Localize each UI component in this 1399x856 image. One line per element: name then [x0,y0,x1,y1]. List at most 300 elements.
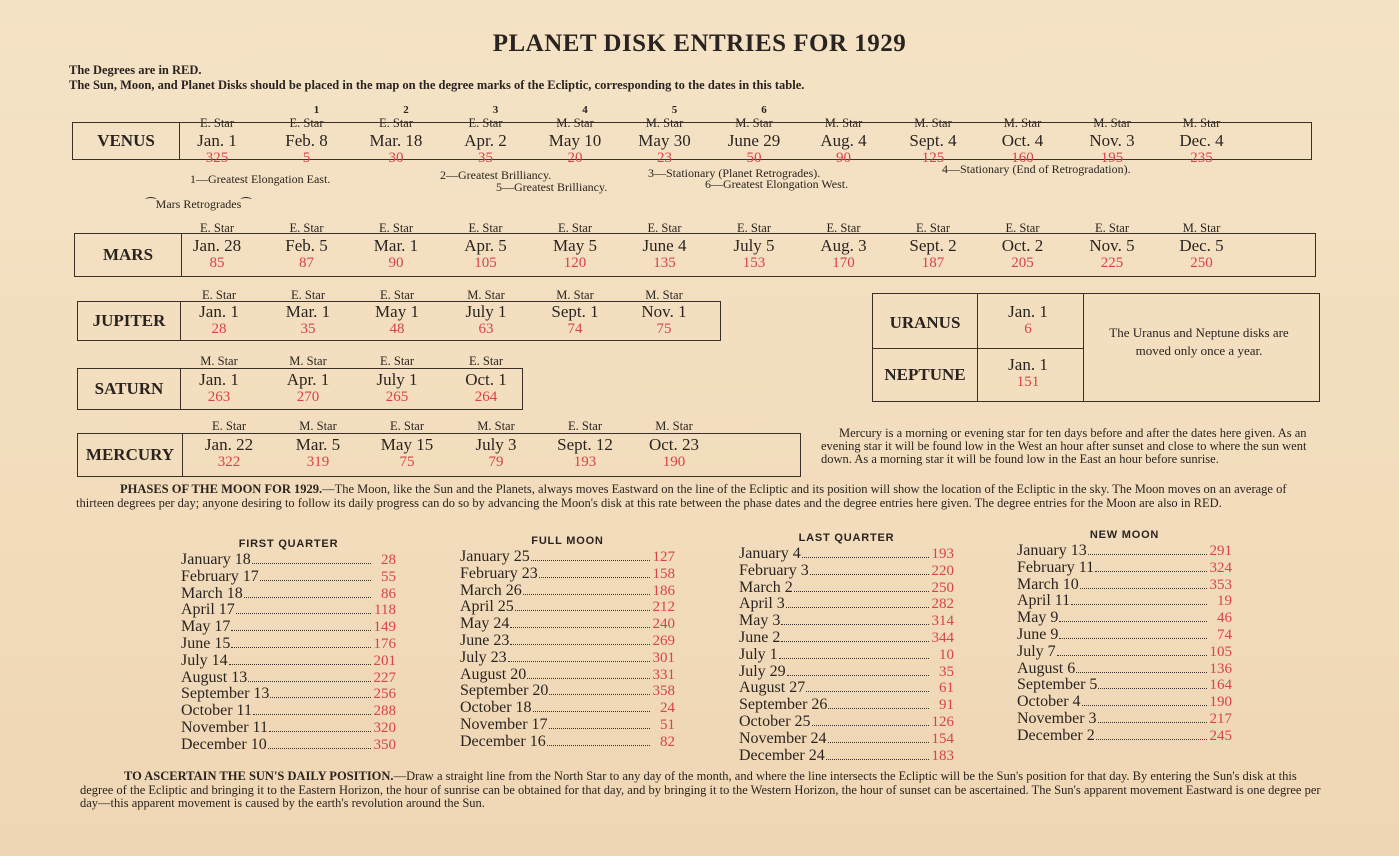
mars-entry-degree: 135 [653,255,676,271]
venus-entry-degree: 195 [1100,150,1124,166]
moon-phase-row [460,633,675,650]
mars-entry-degree: 187 [921,255,945,271]
jupiter-star-label: E. Star [290,288,326,302]
moon-phase-date: June 9 [1017,625,1059,643]
moon-phase-degree: 331 [652,666,675,683]
mars-entry-date: Mar. 1 [373,236,419,255]
jupiter-entry-date: Mar. 1 [285,302,331,321]
moon-phase-row [460,717,675,734]
dot-leader [1059,621,1207,622]
moon-phase-degree: 256 [373,686,396,703]
mars-entry-date: May 5 [553,236,597,255]
venus-entry-degree: 35 [478,150,493,166]
moon-phase-row [181,569,396,586]
dot-leader [1098,722,1207,723]
venus-entry-degree: 125 [921,150,945,166]
jupiter-entry-date: Sept. 1 [551,302,599,321]
moon-phase-row [460,700,675,717]
moon-phase-degree: 190 [1209,694,1232,711]
venus-star-label: M. Star [645,116,684,130]
moon-phase-date: August 27 [739,679,806,697]
moon-phase-row [181,619,396,636]
dot-leader [260,580,371,581]
saturn-name: SATURN [78,369,181,409]
moon-phase-degree: 118 [374,602,396,619]
moon-phase-date: March 26 [460,581,522,599]
moon-phase-date: December 10 [181,735,267,753]
jupiter-entry-degree: 63 [478,321,494,337]
moon-phase-row [739,697,954,714]
moon-phase-date: March 2 [739,578,793,596]
moon-phase-row [739,596,954,613]
dot-leader [1082,705,1207,706]
moon-phase-date: April 11 [1017,592,1071,610]
mars-entry-degree: 170 [832,255,855,271]
moon-phase-date: August 6 [1017,659,1076,677]
mars-entry-date: Nov. 5 [1089,236,1135,255]
moon-phase-row [460,650,675,667]
dot-leader [828,742,929,743]
dot-leader [236,613,371,614]
dot-leader [229,664,371,665]
mars-entry-degree: 250 [1190,255,1213,271]
moon-phase-date: November 3 [1017,709,1097,727]
jupiter-entry [174,303,264,337]
mars-entry [620,237,710,271]
moon-phase-date: June 15 [181,634,231,652]
venus-star-label: E. Star [468,116,503,130]
dot-leader [527,678,650,679]
moon-paragraph [76,482,1322,510]
dot-leader [1096,739,1207,740]
moon-phase-date: September 26 [739,696,828,714]
mars-entry-date: Oct. 2 [1001,236,1044,255]
dot-leader [802,557,929,558]
moon-phase-degree: 82 [660,733,675,750]
moon-phase-date: September 13 [181,685,270,703]
mars-entry-date: June 4 [642,236,687,255]
moon-phase-degree: 220 [931,562,954,579]
mercury-entry-date: May 15 [380,435,434,454]
moon-phase-date: July 7 [1017,642,1056,660]
dot-leader [547,745,650,746]
mars-entry [709,237,799,271]
mars-entry [1067,237,1157,271]
dot-leader [826,759,929,760]
moon-heading: PHASES OF THE MOON FOR 1929. [120,482,323,496]
mercury-entry-date: Mar. 5 [295,435,341,454]
mars-entry-degree: 153 [742,255,766,271]
saturn-entry-degree: 264 [474,389,498,405]
mars-entry-degree: 87 [299,255,314,271]
venus-note-2: 2—Greatest Brilliancy. [440,168,552,182]
moon-phase-row [1017,610,1232,627]
dot-leader [231,647,371,648]
moon-phase-degree: 250 [931,579,954,596]
mars-star-label: E. Star [289,221,324,235]
jupiter-star-label: M. Star [556,288,594,302]
moon-phase-date: February 17 [181,567,259,585]
intro-line-1: The Degrees are in RED. [69,63,202,77]
mars-entry-date: Dec. 5 [1179,236,1224,255]
moon-phase-degree: 51 [660,716,675,733]
mars-entry [978,237,1068,271]
moon-phase-degree: 55 [381,568,396,585]
moon-phase-row [460,667,675,684]
moon-phase-row [460,566,675,583]
uranus-entry [983,303,1073,337]
moon-phase-date: October 11 [181,702,252,720]
moon-phase-row [739,630,954,647]
moon-phase-degree: 164 [1209,677,1232,694]
moon-phase-date: February 3 [739,561,809,579]
venus-entry-date: Mar. 18 [369,131,423,150]
venus-entry-date: June 29 [727,131,781,150]
page-title: PLANET DISK ENTRIES FOR 1929 [492,30,907,57]
moon-phase-degree: 358 [652,683,675,700]
mercury-star-label: E. Star [567,419,603,433]
venus-note-3: 3—Stationary (Planet Retrogrades). [648,166,821,180]
venus-star-label: M. Star [824,116,863,130]
moon-phase-row [739,580,954,597]
venus-entry-date: Feb. 8 [285,131,328,150]
mars-entry-degree: 105 [474,255,497,271]
dot-leader [248,681,371,682]
moon-phase-date: January 4 [739,545,801,562]
venus-entry-degree: 160 [1011,150,1034,166]
moon-phase-degree: 301 [652,649,675,666]
moon-phase-date: August 20 [460,665,527,683]
moon-phase-date: July 14 [181,651,228,669]
moon-phase-degree: 240 [652,616,675,633]
outer-planets-note: The Uranus and Neptune disks are moved only once a year. [1109,325,1289,358]
mars-entry-degree: 85 [209,255,225,271]
moon-phase-row [1017,593,1232,610]
mars-entry [351,237,441,271]
saturn-star-label: E. Star [468,354,504,368]
moon-phase-degree: 61 [939,680,954,697]
mercury-star-label: E. Star [211,419,247,433]
moon-phase-degree: 344 [931,629,954,646]
moon-phase-degree: 24 [660,700,675,717]
moon-phase-degree: 183 [931,747,954,764]
dot-leader [806,691,929,692]
moon-phase-row [460,734,675,751]
dot-leader [1095,571,1207,572]
moon-phase-date: April 17 [181,601,235,619]
outer-planets-table [872,293,1320,402]
moon-phase-row [181,720,396,737]
venus-note-4: 4—Stationary (End of Retrogradation). [942,162,1131,176]
dot-leader [786,607,929,608]
dot-leader [549,694,650,695]
uranus-degree: 6 [1024,321,1032,337]
mars-entry [172,237,262,271]
moon-phase-degree: 10 [939,646,954,663]
saturn-entry-date: Jan. 1 [199,370,239,389]
moon-phase-date: January 18 [181,551,251,568]
saturn-entry [441,371,531,405]
sun-heading: TO ASCERTAIN THE SUN'S DAILY POSITION. [124,769,394,783]
mars-star-label: E. Star [1005,221,1040,235]
mercury-entry-degree: 193 [573,454,597,470]
jupiter-star-label: E. Star [201,288,237,302]
venus-entry-degree: 235 [1190,150,1213,166]
saturn-star-label: E. Star [379,354,415,368]
venus-note-1: 1—Greatest Elongation East. [190,172,331,186]
dot-leader [533,711,650,712]
venus-entry [978,132,1068,166]
dot-leader [531,560,650,561]
dot-leader [1071,604,1207,605]
moon-phase-row [181,703,396,720]
moon-phase-date: March 18 [181,584,243,602]
moon-phase-degree: 193 [931,546,954,562]
venus-star-label: M. Star [735,116,773,130]
moon-phase-degree: 46 [1217,610,1232,627]
moon-phase-row [1017,694,1232,711]
neptune-degree: 151 [1016,374,1040,390]
saturn-entry-date: July 1 [376,370,418,389]
dot-leader [779,658,929,659]
mercury-name: MERCURY [78,434,183,476]
moon-phase-row [1017,677,1232,694]
moon-phase-degree: 149 [373,619,396,636]
venus-entry-date: May 10 [548,131,602,150]
venus-entry [1067,132,1157,166]
moon-phase-row [1017,543,1232,560]
venus-entry-degree: 325 [205,150,229,166]
moon-phase-degree: 28 [381,552,396,568]
moon-phase-date: February 23 [460,564,538,582]
moon-phase-date: July 1 [739,645,778,663]
moon-phase-date: July 23 [460,648,507,666]
jupiter-entry-date: May 1 [375,302,419,321]
dot-leader [269,731,371,732]
mercury-entry-date: Sept. 12 [557,435,613,454]
venus-star-label: M. Star [1003,116,1042,130]
saturn-entry-date: Apr. 1 [286,370,330,389]
moon-phase-date: October 18 [460,699,532,717]
moon-phase-row [1017,577,1232,594]
moon-phase-degree: 227 [373,669,396,686]
jupiter-entry-degree: 35 [300,321,316,337]
mars-star-label: M. Star [1182,221,1221,235]
mercury-entry-degree: 190 [662,454,686,470]
mercury-entry [184,436,274,470]
moon-phase-row [181,636,396,653]
moon-phase-degree: 136 [1209,660,1232,677]
mercury-star-label: M. Star [477,419,515,433]
venus-entry [1157,132,1247,166]
moon-phase-degree: 127 [652,549,675,565]
moon-phase-row [739,714,954,731]
moon-phase-date: March 10 [1017,575,1079,593]
mars-entry [262,237,352,271]
moon-phase-row [181,586,396,603]
dot-leader [1088,554,1207,555]
moon-phase-date: September 20 [460,682,549,700]
venus-entry [262,132,352,166]
jupiter-star-label: E. Star [379,288,415,302]
dot-leader [515,610,650,611]
moon-phase-date: January 13 [1017,542,1087,559]
dot-leader [231,630,371,631]
venus-entry-degree: 23 [657,150,672,166]
mercury-star-label: M. Star [655,419,693,433]
mars-entry-degree: 205 [1011,255,1034,271]
dot-leader [1076,672,1207,673]
venus-entry [620,132,710,166]
sun-paragraph [80,770,1328,811]
jupiter-entry [530,303,620,337]
moon-phase-date: August 13 [181,668,248,686]
dot-leader [812,725,929,726]
venus-star-label: E. Star [378,116,414,130]
moon-phase-row [1017,644,1232,661]
moon-phase-degree: 86 [381,585,396,602]
moon-phase-date: October 25 [739,712,811,730]
jupiter-entry-date: July 1 [465,302,507,321]
moon-phase-row [181,552,396,569]
moon-phase-date: May 17 [181,618,231,636]
dot-leader [794,591,929,592]
venus-entry [441,132,531,166]
dot-leader [268,748,371,749]
venus-entry-degree: 50 [746,150,762,166]
moon-phase-row [181,737,396,754]
moon-phase-degree: 350 [373,736,396,753]
dot-leader [781,641,929,642]
moon-phase-row [739,664,954,681]
moon-phase-degree: 320 [373,719,396,736]
jupiter-entry-degree: 48 [389,321,405,337]
moon-phase-row [1017,711,1232,728]
jupiter-entry-date: Jan. 1 [199,302,239,321]
moon-phase-date: December 2 [1017,726,1095,744]
moon-phase-date: May 3 [739,612,781,630]
saturn-star-label: M. Star [200,354,238,368]
moon-phase-degree: 245 [1209,727,1232,744]
jupiter-entry [619,303,709,337]
dot-leader [539,577,650,578]
venus-name: VENUS [73,123,180,159]
moon-column-first-quarter [181,538,396,754]
saturn-entry-degree: 270 [296,389,320,405]
moon-phase-date: May 24 [460,615,510,633]
jupiter-entry-degree: 28 [211,321,227,337]
venus-star-label: E. Star [289,116,324,130]
moon-phase-date: June 2 [739,628,781,646]
moon-phase-degree: 288 [373,703,396,720]
jupiter-entry-degree: 75 [656,321,672,337]
venus-entry-degree: 90 [836,150,851,166]
moon-phase-row [460,549,675,566]
moon-phase-degree: 35 [939,663,954,680]
mars-entry-date: Apr. 5 [464,236,507,255]
moon-phase-degree: 105 [1209,643,1232,660]
dot-leader [1098,688,1207,689]
neptune-entry [983,356,1073,390]
jupiter-entry-date: Nov. 1 [641,302,687,321]
neptune-date: Jan. 1 [1008,355,1048,374]
moon-phase-degree: 176 [373,635,396,652]
uranus-date: Jan. 1 [1008,302,1048,321]
saturn-entry-date: Oct. 1 [465,370,507,389]
moon-column-title: NEW MOON [1089,529,1160,541]
moon-phase-date: April 3 [739,595,785,613]
moon-phase-date: December 16 [460,732,546,750]
moon-phase-row [1017,728,1232,745]
moon-phase-degree: 126 [931,713,954,730]
mars-entry [1157,237,1247,271]
neptune-name: NEPTUNE [884,365,966,384]
moon-phase-date: November 11 [181,718,268,736]
saturn-entry [174,371,264,405]
venus-entry-date: Jan. 1 [197,131,237,150]
venus-entry-date: Sept. 4 [909,131,957,150]
moon-column-title: FULL MOON [531,535,604,547]
mars-retrogrades-note: ⁀Mars Retrogrades⁀ [146,197,251,211]
moon-phase-row [739,748,954,765]
venus-event-marker: 2 [403,104,409,116]
moon-phase-row [181,602,396,619]
moon-phase-degree: 74 [1217,626,1232,643]
venus-entry [351,132,441,166]
moon-phase-row [739,680,954,697]
jupiter-name: JUPITER [78,302,181,340]
dot-leader [1059,638,1207,639]
venus-star-label: M. Star [914,116,952,130]
moon-phase-date: November 24 [739,729,827,747]
moon-phase-degree: 324 [1209,559,1232,576]
venus-star-label: M. Star [1093,116,1131,130]
mercury-entry-degree: 319 [306,454,330,470]
jupiter-star-label: M. Star [467,288,505,302]
mercury-entry-date: Jan. 22 [204,435,254,454]
mars-name: MARS [75,234,182,276]
moon-phase-row [1017,560,1232,577]
moon-phase-row [739,647,954,664]
jupiter-entry-degree: 74 [567,321,583,337]
venus-event-marker: 1 [313,104,320,116]
jupiter-entry [441,303,531,337]
venus-star-label: M. Star [1182,116,1221,130]
moon-phase-row [460,599,675,616]
moon-phase-row [460,683,675,700]
saturn-entry [352,371,442,405]
mercury-entry [362,436,452,470]
venus-note-6: 6—Greatest Elongation West. [705,177,849,191]
moon-phase-date: September 5 [1017,676,1098,694]
dot-leader [787,675,929,676]
saturn-entry [263,371,353,405]
moon-phase-row [460,583,675,600]
venus-entry-date: Dec. 4 [1179,131,1224,150]
moon-phase-degree: 282 [931,596,954,613]
moon-phase-row [1017,661,1232,678]
uranus-name: URANUS [889,313,961,332]
moon-phase-degree: 291 [1209,543,1232,559]
moon-phase-date: January 25 [460,548,530,565]
venus-entry-date: May 30 [638,131,691,150]
dot-leader [549,728,650,729]
moon-column-last-quarter [739,532,954,764]
dot-leader [510,644,650,645]
mars-entry [441,237,531,271]
venus-entry [709,132,799,166]
dot-leader [510,627,650,628]
